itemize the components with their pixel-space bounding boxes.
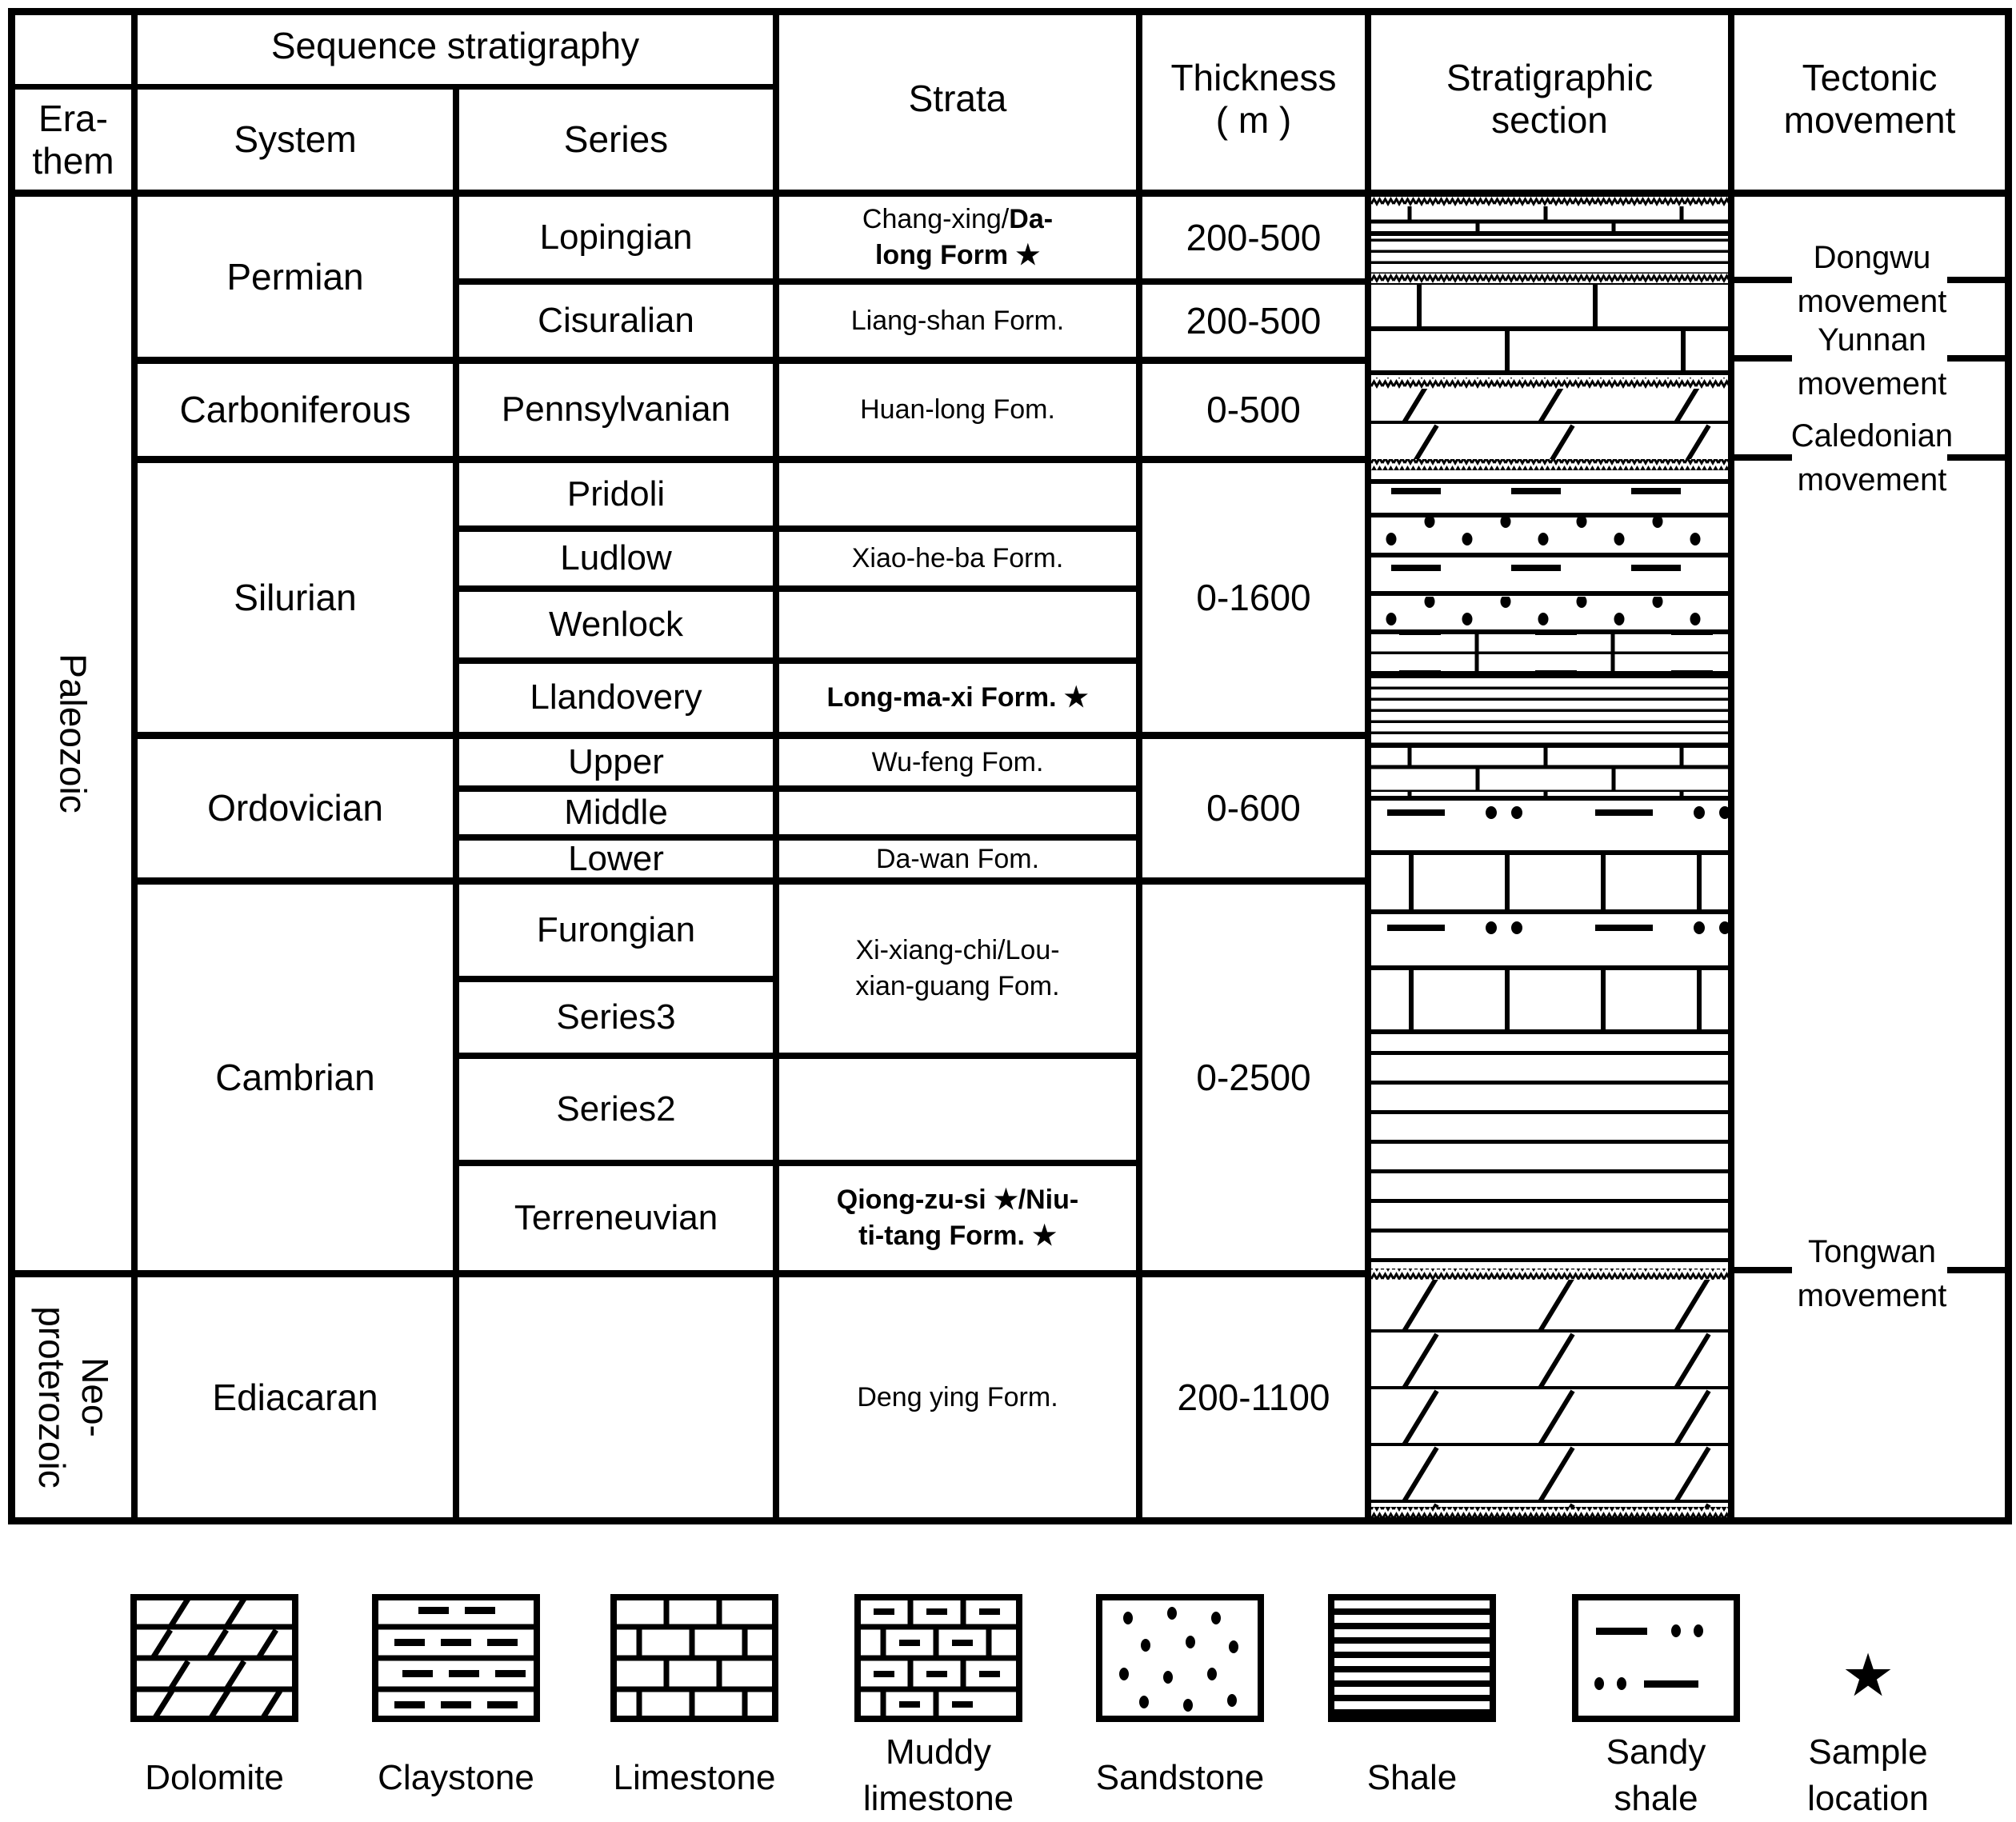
series-label: Middle [564, 793, 668, 833]
thickness-value: 0-500 [1206, 389, 1301, 431]
limestone-layer [1371, 853, 1728, 912]
row-line [453, 785, 1142, 792]
header-erathem [15, 90, 131, 190]
legend-text: Dolomite [145, 1757, 284, 1797]
header-section-line1: Stratigraphic [1446, 56, 1654, 98]
tectonic-label-line: movement [1797, 366, 1947, 402]
erathem-neoproterozoic-line1: Neo- [74, 1357, 116, 1437]
header-erathem-line2: them [32, 139, 114, 182]
system-carboniferous [138, 364, 453, 456]
series-label: Ludlow [560, 538, 672, 578]
row-line [453, 1160, 1142, 1166]
tectonic-label-line: movement [1797, 284, 1947, 319]
legend-label-sandy-shale [1536, 1729, 1776, 1822]
row-line [453, 976, 779, 982]
row-line [453, 834, 1142, 841]
system-cambrian-label: Cambrian [215, 1056, 375, 1098]
series-upper [459, 739, 773, 785]
grid-line-v-system-series [453, 84, 459, 1517]
series-lopingian [459, 197, 773, 278]
series-series2 [459, 1059, 773, 1160]
row-line [131, 456, 1371, 463]
sandstone-layer [1371, 593, 1728, 632]
unconformity-wavy [1371, 197, 1728, 206]
thickness-ediacaran [1142, 1277, 1365, 1517]
shale-layer [1371, 673, 1728, 745]
row-line [453, 525, 1142, 532]
grid-line-v-strata-thickness [1136, 8, 1142, 1517]
series-label: Cisuralian [538, 300, 694, 340]
grid-line-v-erathem [131, 8, 138, 1517]
erathem-neoproterozoic [15, 1277, 131, 1517]
series-label: Furongian [536, 909, 696, 949]
series-llandovery [459, 664, 773, 732]
sandstone-layer [1371, 515, 1728, 555]
grid-line-v-section-tectonic [1728, 8, 1734, 1517]
series-series3 [459, 982, 773, 1053]
legend-label-sample-location [1748, 1729, 1988, 1822]
header-tectonic-line1: Tectonic [1802, 56, 1938, 98]
system-permian-label: Permian [226, 255, 364, 298]
star-glyph: ★ [1841, 1642, 1895, 1709]
sandstone-pattern-swatch [1096, 1594, 1264, 1722]
header-strata-label: Strata [908, 78, 1007, 120]
header-thickness [1142, 8, 1365, 190]
system-ordovician [138, 739, 453, 877]
shale-pattern-swatch [1328, 1594, 1496, 1722]
header-sequence-stratigraphy-label: Sequence stratigraphy [270, 25, 640, 67]
limestone-layer [1371, 206, 1728, 234]
limestone-layer [1371, 745, 1728, 798]
legend-label-claystone [336, 1740, 576, 1816]
legend-text: Sandstone [1095, 1757, 1265, 1797]
grid-line-h-seqheader [8, 84, 779, 90]
series-terreneuvian [459, 1166, 773, 1270]
tectonic-label-line: Tongwan [1807, 1234, 1937, 1269]
tectonic-caledonian [1744, 414, 2000, 502]
row-line [453, 1053, 1142, 1059]
series-pridoli [459, 463, 773, 525]
row-line [131, 877, 1371, 885]
header-tectonic-line2: movement [1783, 98, 1956, 141]
shale-layer [1371, 1032, 1728, 1269]
sandy-shale-layer [1371, 555, 1728, 593]
series-label: Lopingian [539, 217, 693, 257]
thickness-lopingian [1142, 197, 1365, 278]
row-line [453, 585, 1142, 592]
tectonic-label-line: movement [1797, 462, 1947, 497]
system-ediacaran-label: Ediacaran [212, 1376, 378, 1418]
dolomite-layer [1371, 1280, 1728, 1507]
sandy-shale-layer [1371, 481, 1728, 515]
limestone-pattern-swatch [610, 1594, 778, 1722]
table-border-right [2005, 8, 2012, 1524]
header-erathem-line1: Era- [38, 97, 108, 139]
series-label: Pennsylvanian [501, 390, 731, 430]
header-system-label: System [234, 118, 357, 161]
system-silurian-label: Silurian [234, 576, 357, 618]
tectonic-tongwan [1744, 1230, 2000, 1318]
row-line [453, 278, 1371, 285]
unconformity-wavy [1371, 1507, 1728, 1517]
legend-label-limestone [574, 1740, 814, 1816]
tectonic-label-line: Dongwu [1813, 240, 1931, 275]
claystone-pattern-swatch [372, 1594, 540, 1722]
legend-label-dolomite [94, 1740, 334, 1816]
strata-changxing-dalong: Chang-xing/Da- long Form ★ [862, 204, 1054, 270]
strata-dawan: Da-wan Fom. [875, 843, 1040, 874]
legend-label-muddy-limestone [818, 1729, 1058, 1822]
dolomite-pattern-swatch [130, 1594, 298, 1722]
legend-text: location [1807, 1779, 1929, 1818]
header-tectonic-movement [1734, 8, 2005, 190]
unconformity-wavy [1371, 274, 1728, 283]
legend-label-sandstone [1060, 1740, 1300, 1816]
thickness-value: 200-1100 [1177, 1376, 1330, 1418]
legend-text: Sample [1808, 1732, 1928, 1772]
unconformity-wavy-tongwan [1371, 1269, 1728, 1280]
grid-line-v-series-strata [773, 8, 779, 1517]
thickness-value: 0-1600 [1196, 576, 1311, 618]
system-ordovician-label: Ordovician [207, 787, 383, 829]
erathem-paleozoic [15, 197, 131, 1270]
strata-dengying: Deng ying Form. [857, 1381, 1058, 1412]
thickness-ordovician [1142, 739, 1365, 877]
tectonic-label-line: Yunnan [1818, 322, 1926, 358]
unconformity-wavy [1371, 459, 1728, 470]
strata-qiongzusi-niutitang: Qiong-zu-si ★/Niu- ti-tang Form. ★ [836, 1185, 1079, 1251]
header-series [459, 90, 773, 190]
series-furongian [459, 885, 773, 976]
legend-text: Claystone [378, 1757, 534, 1797]
thickness-silurian [1142, 463, 1365, 732]
sandy-shale-pattern-swatch [1572, 1594, 1740, 1722]
erathem-neoproterozoic-line2: proterozoic [30, 1306, 73, 1488]
strata-liangshan: Liang-shan Form. [850, 305, 1065, 336]
grid-line-h-headerbottom [8, 190, 2012, 197]
header-stratigraphic-section [1371, 8, 1728, 190]
series-label: Terreneuvian [514, 1197, 718, 1237]
legend-label-shale [1292, 1740, 1532, 1816]
row-line [131, 357, 1371, 364]
series-pennsylvanian [459, 364, 773, 456]
strata-xiaoheba: Xiao-he-ba Form. [851, 543, 1064, 574]
strata-wufeng: Wu-feng Fom. [871, 746, 1044, 777]
limestone-layer [1371, 968, 1728, 1032]
series-middle [459, 792, 773, 834]
series-label: Llandovery [530, 677, 702, 717]
limestone-layer [1371, 283, 1728, 373]
series-label: Wenlock [549, 604, 683, 644]
header-section-line2: section [1491, 98, 1608, 141]
stratigraphic-column [1371, 197, 1728, 1517]
thickness-cisuralian [1142, 285, 1365, 357]
system-carboniferous-label: Carboniferous [179, 389, 411, 431]
header-thickness-line1: Thickness [1170, 56, 1337, 98]
tectonic-yunnan [1744, 318, 2000, 406]
legend-text: Shale [1366, 1757, 1458, 1797]
header-sequence-stratigraphy [138, 8, 773, 84]
system-ediacaran [138, 1277, 453, 1517]
thickness-value: 200-500 [1186, 299, 1322, 342]
table-border-left [8, 8, 15, 1524]
shale-layer [1371, 234, 1728, 274]
system-silurian [138, 463, 453, 732]
tectonic-label-line: Caledonian [1790, 418, 1954, 454]
row-line [453, 657, 1142, 664]
strata-huanlong: Huan-long Fom. [860, 394, 1055, 426]
strata-xixiangchi-louxianguang: Xi-xiang-chi/Lou- xian-guang Fom. [855, 935, 1060, 1001]
sandy-shale-layer [1371, 798, 1728, 853]
legend-text: Limestone [613, 1757, 776, 1797]
series-label: Series2 [556, 1089, 676, 1129]
legend-text: limestone [862, 1779, 1014, 1818]
grid-line-v-thickness-section [1365, 8, 1371, 1517]
header-system [138, 90, 453, 190]
legend-text: Muddy [885, 1732, 992, 1772]
header-strata [779, 8, 1136, 190]
muddy-limestone-pattern-swatch [854, 1594, 1022, 1722]
thickness-value: 200-500 [1186, 216, 1322, 258]
legend-text: Sandy [1606, 1732, 1706, 1772]
series-label: Series3 [556, 997, 676, 1037]
sample-location-star-icon [1804, 1628, 1932, 1724]
strata-longmaxi: Long-ma-xi Form. ★ [826, 682, 1089, 713]
series-wenlock [459, 592, 773, 657]
sandy-shale-layer [1371, 912, 1728, 968]
row-line-era-boundary [8, 1270, 1371, 1277]
system-cambrian [138, 885, 453, 1270]
series-label: Upper [568, 741, 664, 781]
series-label: Lower [568, 838, 664, 878]
tectonic-dongwu [1744, 236, 2000, 324]
header-thickness-line2: ( m ) [1215, 98, 1292, 141]
erathem-paleozoic-label: Paleozoic [52, 653, 94, 813]
table-border-bottom [8, 1517, 2012, 1524]
unconformity-wavy [1371, 378, 1728, 389]
thickness-cambrian [1142, 885, 1365, 1270]
system-permian [138, 197, 453, 357]
header-series-label: Series [563, 118, 669, 161]
thickness-pennsylvanian [1142, 364, 1365, 456]
dolomite-layer [1371, 389, 1728, 459]
thickness-value: 0-2500 [1196, 1056, 1311, 1098]
legend-text: shale [1614, 1779, 1698, 1818]
row-line [131, 732, 1371, 739]
series-label: Pridoli [566, 473, 666, 513]
series-ludlow [459, 532, 773, 585]
series-lower [459, 838, 773, 878]
tectonic-label-line: movement [1797, 1278, 1947, 1313]
muddy-limestone-layer [1371, 632, 1728, 673]
thickness-value: 0-600 [1206, 787, 1301, 829]
series-cisuralian [459, 285, 773, 357]
